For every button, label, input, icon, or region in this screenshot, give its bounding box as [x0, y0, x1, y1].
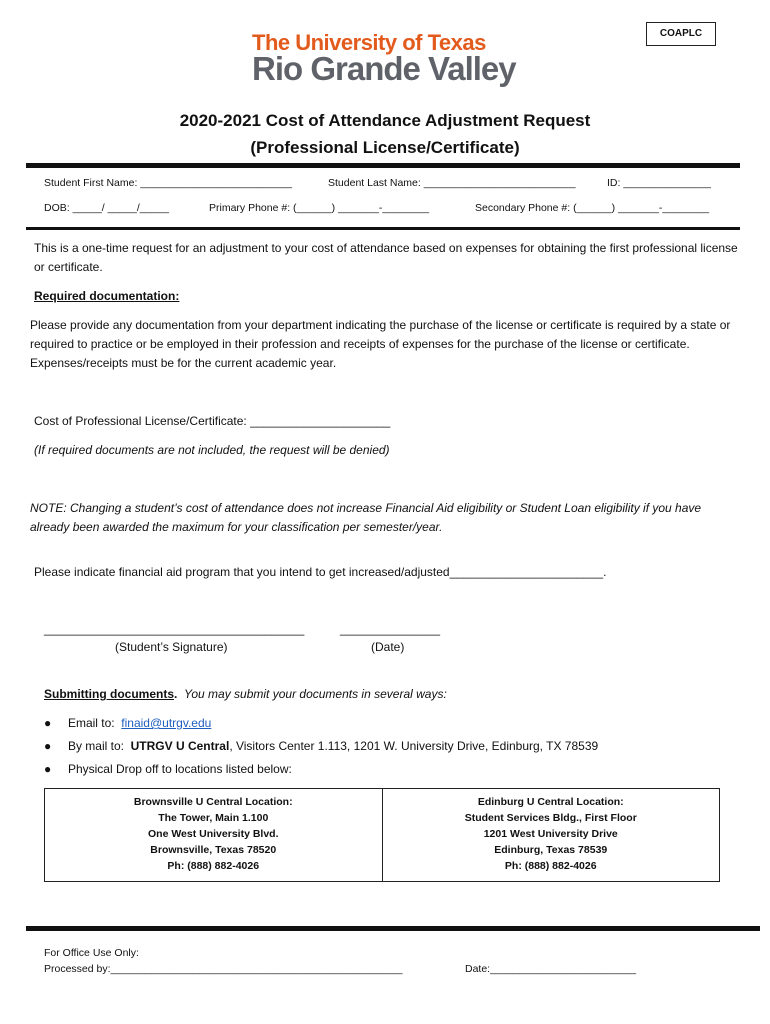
submitting-heading-period: .	[174, 687, 178, 701]
office-date-field[interactable]: Date:_________________________	[465, 963, 637, 975]
processed-by-field[interactable]: Processed by:__________________________________________________	[44, 963, 403, 975]
page-subtitle: (Professional License/Certificate)	[250, 138, 520, 157]
page-title: 2020-2021 Cost of Attendance Adjustment Request	[179, 111, 591, 130]
last-name-field[interactable]: Student Last Name: __________________________	[328, 177, 576, 189]
primary-phone-field[interactable]: Primary Phone #: (______) _______-________	[209, 202, 430, 214]
location-name: Edinburg U Central Location:	[477, 796, 624, 808]
bullet-icon: ●	[44, 716, 52, 730]
top-divider	[26, 163, 740, 168]
location-line: Student Services Bldg., First Floor	[464, 812, 637, 824]
submitting-heading: Submitting documents	[44, 687, 174, 701]
submitting-subtext: You may submit your documents in several ways:	[184, 687, 447, 701]
date-line[interactable]: _______________	[340, 622, 441, 636]
intro-paragraph: This is a one-time request for an adjustment to your cost of attendance based on expenses for obtaining the first professional license or certificate.	[34, 241, 738, 274]
location-line: 1201 West University Drive	[483, 828, 618, 840]
required-documentation-heading: Required documentation:	[34, 289, 180, 303]
location-line: Edinburg, Texas 78539	[494, 844, 608, 856]
form-code-badge: COAPLC	[646, 22, 716, 46]
location-phone: Ph: (888) 882-4026	[504, 860, 597, 872]
first-name-field[interactable]: Student First Name: __________________________	[44, 177, 293, 189]
signature-label: (Student’s Signature)	[115, 640, 228, 654]
bullet-icon: ●	[44, 762, 52, 776]
dob-field[interactable]: DOB: _____/ _____/_____	[44, 202, 169, 214]
brownsville-location	[45, 789, 382, 881]
university-logo-line2: Rio Grande Valley	[252, 50, 516, 87]
fields-divider	[26, 227, 740, 230]
denied-note: (If required documents are not included, the request will be denied)	[34, 443, 390, 457]
email-label: Email to:	[67, 716, 115, 730]
edinburg-location	[382, 789, 720, 881]
location-line: Brownsville, Texas 78520	[150, 844, 277, 856]
email-link[interactable]: finaid@utrgv.edu	[121, 716, 212, 730]
dropoff-text: Physical Drop off to locations listed below:	[67, 762, 292, 776]
locations-box	[44, 788, 720, 882]
required-documentation-text: Please provide any documentation from your department indicating the purchase of the license or certificate is required by a state or required to practice or be employed in their profession and receipts of expenses for the purchase of the license or certificate. Expenses/receipts must be for the current academic year.	[30, 318, 731, 370]
location-name: Brownsville U Central Location:	[133, 796, 293, 808]
mail-office: UTRGV U Central	[130, 739, 230, 753]
eligibility-note: NOTE: Changing a student’s cost of attendance does not increase Financial Aid eligibility or Student Loan eligibility if you have already been awarded the maximum for your classification per semester/year.	[30, 501, 702, 534]
mail-option	[44, 737, 598, 756]
location-line: The Tower, Main 1.100	[158, 812, 269, 824]
cost-field[interactable]: Cost of Professional License/Certificate: _____________________	[34, 414, 391, 428]
program-field[interactable]: Please indicate financial aid program that you intend to get increased/adjusted_______________________.	[34, 565, 607, 579]
location-line: One West University Blvd.	[147, 828, 279, 840]
location-phone: Ph: (888) 882-4026	[167, 860, 260, 872]
dropoff-option	[44, 760, 292, 779]
submitting-heading-row	[44, 685, 447, 704]
student-id-field[interactable]: ID: _______________	[607, 177, 711, 189]
secondary-phone-field[interactable]: Secondary Phone #: (______) _______-________	[475, 202, 710, 214]
mail-label: By mail to:	[67, 739, 124, 753]
date-label: (Date)	[371, 640, 405, 654]
mail-address: , Visitors Center 1.113, 1201 W. University Drive, Edinburg, TX 78539	[229, 739, 599, 753]
university-logo-line1: The University of Texas	[252, 30, 486, 55]
office-use-label: For Office Use Only:	[44, 947, 139, 959]
bullet-icon: ●	[44, 739, 52, 753]
email-option	[44, 714, 211, 733]
footer-divider	[26, 926, 760, 931]
signature-line[interactable]: _______________________________________	[44, 622, 305, 636]
